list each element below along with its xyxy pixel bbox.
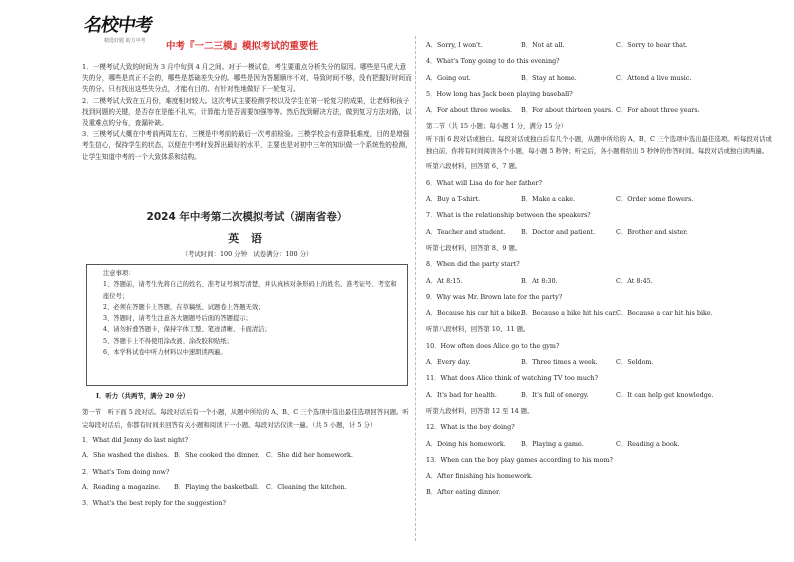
dialogue-7-label: 听第七段材料，回答第 8、9 题。: [426, 243, 522, 252]
option-c[interactable]: C．It can help get knowledge.: [616, 390, 714, 399]
exam-info: （考试时间：100 分钟 试卷满分：100 分）: [181, 250, 313, 258]
intro-paragraph: 3．三模考试大概在中考前两周左右，三模是中考前的最后一次考前检验。三模学校会有意降低难度，目的是增强考生信心，保持学生的状态，以便在中考时发挥出最好的水平，主要也是对初中三年的知识做一个系统性的检测，让学生知道中考的一个大致体系和结构。: [82, 130, 412, 161]
question-4: 4．What's Tony going to do this evening?: [426, 57, 560, 66]
option-a[interactable]: A．Buy a T-shirt.: [426, 195, 480, 204]
dialogue-8-label: 听第八段材料，回答第 10、11 题。: [426, 325, 530, 334]
option-c[interactable]: C．Attend a live music.: [616, 73, 692, 82]
column-divider: [415, 36, 416, 541]
question-9: 9．Why was Mr. Brown late for the party?: [426, 292, 563, 301]
question-12-options: [426, 439, 776, 455]
option-a[interactable]: A．Every day.: [426, 358, 471, 367]
option-a[interactable]: A．Going out.: [426, 73, 471, 82]
option-b[interactable]: B．Not at all.: [521, 41, 565, 49]
notice-box: [86, 264, 408, 386]
option-b[interactable]: B．Because a bike hit his car.: [521, 309, 617, 318]
section2-instructions: 听下面 6 段对话或独白。每段对话或独白后有几个小题，从题中所给的 A、B、C 三个选项中选出最佳选项。听每段对话或独白前，你将有时间阅读各个小题，每小题 5 秒钟；听完后，各小题将给出 5 秒钟的作答时间。每段对话或独白读两遍。: [426, 134, 772, 156]
question-7: 7．What is the relationship between the speakers?: [426, 211, 591, 220]
question-5-options: [426, 105, 776, 121]
option-a[interactable]: A．For about three weeks.: [426, 106, 513, 115]
listening-section: [82, 391, 412, 509]
question-4-options: [426, 73, 776, 89]
logo-subtext: 精选好题 助力中考: [104, 38, 146, 44]
option-b[interactable]: B．Stay at home.: [521, 73, 577, 82]
question-13: 13．When can the boy play games according to his mom?: [426, 455, 613, 464]
notice-item: 4、请勿折叠答题卡，保持字体工整、笔迹清晰、卡面清洁；: [103, 326, 271, 334]
notice-title: 注意事项：: [103, 270, 135, 277]
option-c[interactable]: C．Order some flowers.: [616, 195, 694, 204]
section1-instructions: 第一节 听下面 5 段对话。每段对话后有一个小题，从题中所给的 A、B、C 三个选项中选出最佳选项回答问题。听完每段对话后，你都有时间来回答有关小题和阅读下一小题。每段对话仅读一遍。（共 5 小题，计 5 分）: [82, 408, 409, 430]
option-b[interactable]: B．At 8:30.: [521, 276, 558, 285]
option-b[interactable]: B．Playing the basketball.: [174, 482, 260, 491]
option-b[interactable]: B．After eating dinner.: [426, 488, 501, 497]
question-1-options: [82, 450, 412, 461]
listening-heading: Ⅰ．听力（共两节，满分 20 分）: [96, 392, 190, 400]
notice-item: 2、必须在答题卡上答题，在草稿纸、试题卷上答题无效；: [103, 303, 265, 311]
option-b[interactable]: B．Doctor and patient.: [521, 227, 596, 236]
option-a[interactable]: A．Teacher and student.: [426, 227, 506, 236]
notice-item: 3、答题时，请考生注意各大题题号后面的答题提示；: [103, 315, 252, 323]
exam-title: 2024 年中考第二次模拟考试（湖南省卷）: [146, 211, 348, 223]
logo-text: 名校中考: [82, 15, 154, 36]
question-11-options: [426, 390, 776, 406]
question-3: 3．What's the best reply for the suggestion?: [82, 499, 226, 508]
question-5: 5．How long has Jack been playing baseball?: [426, 89, 573, 98]
option-b[interactable]: B．Playing a game.: [521, 439, 584, 448]
question-9-options: [426, 308, 776, 324]
option-a[interactable]: A．Sorry, I won't.: [426, 41, 483, 49]
option-a[interactable]: A．Doing his homework.: [426, 439, 506, 448]
option-c[interactable]: C．She did her homework.: [266, 451, 353, 460]
option-a[interactable]: A．She washed the dishes.: [82, 451, 170, 460]
question-2-options: [82, 482, 412, 493]
question-8: 8．When did the party start?: [426, 260, 520, 269]
option-c[interactable]: C．Because a car hit his bike.: [616, 309, 713, 318]
intro-paragraph: 2．二模考试大致在五月份，难度相对较大。这次考试主要检测学校以及学生在第一轮复习的成果，让老师和孩子找到问题的关键，是否存在是能不扎实，计算能力是否需要加强等等。然后找到解决方法，做到复习方法对路，以及重难点的分布，查漏补缺。: [82, 96, 412, 128]
notice-item: 5、答题卡上不得使用涂改液、涂改胶和贴纸；: [103, 337, 233, 345]
question-11: 11．What does Alice think of watching TV too much?: [426, 374, 599, 383]
option-b[interactable]: B．It's full of energy.: [521, 390, 589, 399]
option-c[interactable]: C．For about three years.: [616, 106, 700, 115]
option-b[interactable]: B．Make a cake.: [521, 195, 576, 204]
option-b[interactable]: B．For about thirteen years.: [521, 106, 614, 115]
question-6-options: [426, 194, 776, 210]
option-a[interactable]: A．It's bad for health.: [426, 390, 497, 399]
option-a[interactable]: A．Because his car hit a bike.: [426, 309, 523, 318]
option-a[interactable]: A．At 8:15.: [426, 276, 463, 285]
option-c[interactable]: C．Seldom.: [616, 358, 654, 367]
option-c[interactable]: C．Sorry to hear that.: [616, 41, 688, 49]
option-a[interactable]: A．Reading a magazine.: [82, 482, 161, 491]
right-column: [426, 40, 776, 504]
option-c[interactable]: C．Cleaning the kitchen.: [266, 482, 347, 491]
brand-logo: [84, 14, 168, 44]
question-10: 10．How often does Alice go to the gym?: [426, 341, 560, 350]
headline: 中考『一二三模』模拟考试的重要性: [166, 41, 319, 52]
option-a[interactable]: A．After finishing his homework.: [426, 472, 533, 481]
option-b[interactable]: B．Three times a week.: [521, 358, 598, 367]
question-7-options: [426, 227, 776, 243]
section2-heading: 第二节（共 15 小题；每小题 1 分，满分 15 分）: [426, 122, 568, 131]
notice-item: 1、答题前，请考生先将自己的姓名、准考证号填写清楚，并认真核对条形码上的姓名、准考证号、考室和座位号；: [103, 281, 397, 300]
exam-subject: 英 语: [228, 232, 266, 245]
question-6: 6．What will Lisa do for her father?: [426, 178, 542, 187]
option-c[interactable]: C．At 8:45.: [616, 276, 653, 285]
question-2: 2．What's Tom doing now?: [82, 467, 170, 476]
option-c[interactable]: C．Brother and sister.: [616, 227, 688, 236]
question-10-options: [426, 357, 776, 373]
question-12: 12．What is the boy doing?: [426, 423, 515, 432]
option-c[interactable]: C．Reading a book.: [616, 439, 680, 448]
question-8-options: [426, 276, 776, 292]
option-b[interactable]: B．She cooked the dinner.: [174, 451, 260, 460]
dialogue-9-label: 听第九段材料，回答第 12 至 14 题。: [426, 406, 534, 415]
question-3-options: [426, 40, 776, 56]
intro-paragraph: 1．一模考试大致的时间为 3 月中旬到 4 月之间。对于一模试卷，考生要重点分析失分的原因。哪些是马虎大意失的分，哪些是真正不会的，哪些是基础差失分的。哪些是因为答题顺序不对，导致时间不够，没有把握好时间而失的分。只有找出这些失分点，才能有目的、有针对性地做好下一轮复习。: [82, 63, 412, 94]
notice-item: 6、本学科试卷中听力材料以中速朗读两遍。: [103, 349, 227, 357]
intro-paragraphs: [82, 62, 412, 163]
question-1: 1．What did Jenny do last night?: [82, 436, 189, 445]
dialogue-6-label: 听第六段材料，回答第 6、7 题。: [426, 162, 522, 171]
